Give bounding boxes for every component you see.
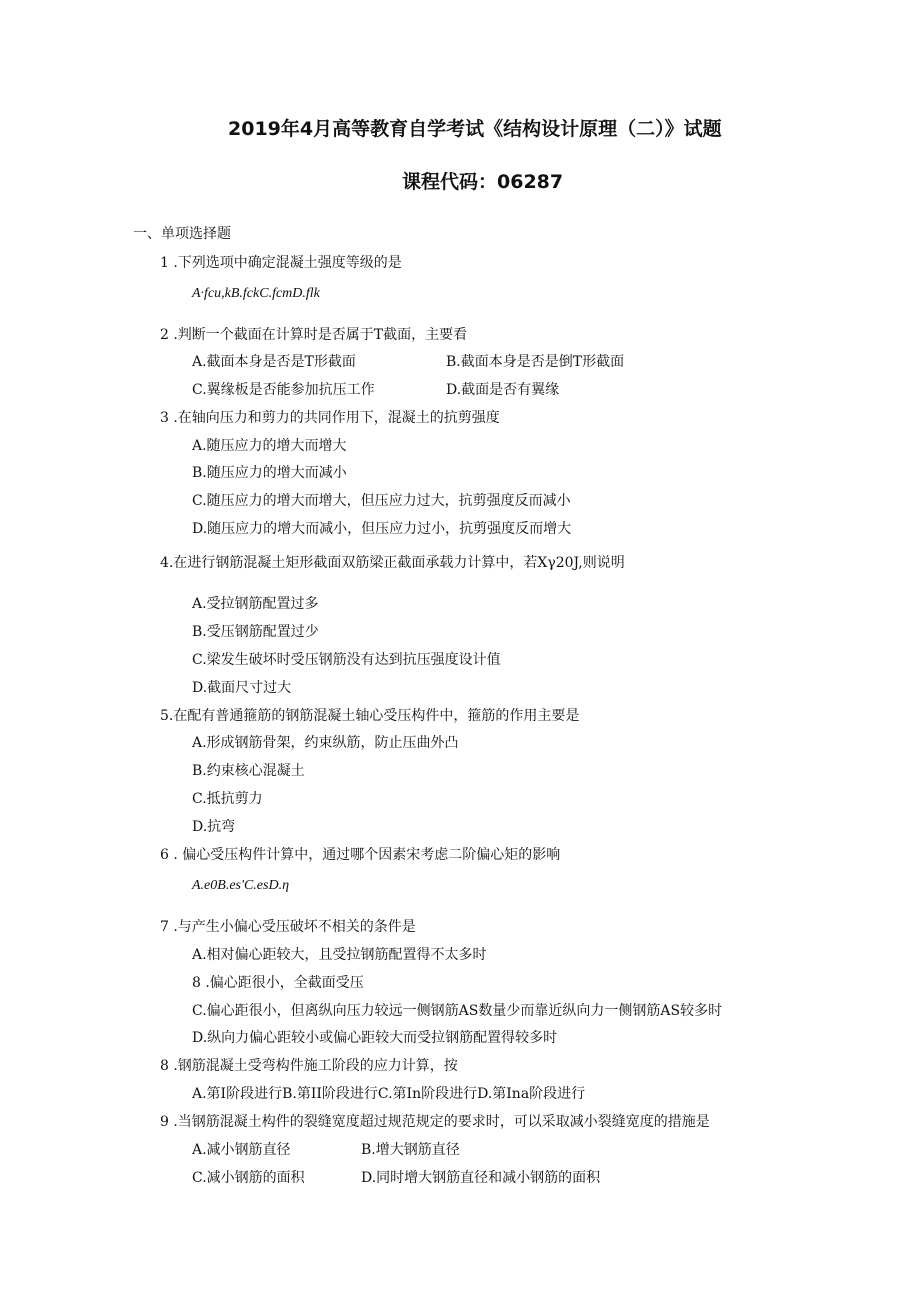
q7-option-a: A.相对偏心距较大，且受拉钢筋配置得不太多时 — [192, 947, 487, 963]
q4-option-c: C.梁发生破坏时受压钢筋没有达到抗压强度设计值 — [192, 652, 501, 668]
q3-option-c: C.随压应力的增大而增大，但压应力过大，抗剪强度反而减小 — [192, 493, 571, 509]
course-code: 课程代码：06287 — [402, 171, 564, 193]
q5-stem: 5.在配有普通箍筋的钢筋混凝土轴心受压构件中，箍筋的作用主要是 — [160, 708, 580, 724]
q4-option-d: D.截面尺寸过大 — [192, 680, 292, 696]
q2-option-c: C.翼缘板是否能参加抗压工作 — [192, 382, 375, 398]
q4-option-a: A.受拉钢筋配置过多 — [192, 596, 319, 612]
q9-option-d: D.同时增大钢筋直径和减小钢筋的面积 — [361, 1170, 601, 1186]
q8-options: A.第I阶段进行B.第II阶段进行C.第In阶段进行D.第Ina阶段进行 — [192, 1086, 586, 1102]
q5-option-d: D.抗弯 — [192, 819, 236, 835]
q7-option-d: D.纵向力偏心距较小或偏心距较大而受拉钢筋配置得较多时 — [192, 1030, 558, 1046]
q1-stem: 1 .下列选项中确定混凝土强度等级的是 — [160, 255, 402, 271]
q7-stem: 7 .与产生小偏心受压破坏不相关的条件是 — [160, 919, 416, 935]
q6-stem: 6 . 偏心受压构件计算中，通过哪个因素宋考虑二阶偏心矩的影响 — [160, 847, 561, 863]
q7-option-b: 8 .偏心距很小，全截面受压 — [192, 975, 364, 991]
section-heading: 一、单项选择题 — [133, 226, 231, 242]
q5-option-a: A.形成钢筋骨架，约束纵筋，防止压曲外凸 — [192, 735, 459, 751]
page-title: 2019年4月高等教育自学考试《结构设计原理（二）》试题 — [228, 118, 722, 140]
q7-option-c: C.偏心距很小，但离纵向压力较远一侧钢筋AS数量少而靠近纵向力一侧钢筋AS较多时 — [192, 1003, 723, 1019]
q2-stem: 2 .判断一个截面在计算时是否属于T截面，主要看 — [160, 327, 468, 343]
q5-option-c: C.抵抗剪力 — [192, 791, 263, 807]
q5-option-b: B.约束核心混凝土 — [192, 763, 305, 779]
q3-option-a: A.随压应力的增大而增大 — [192, 438, 347, 454]
q3-option-d: D.随压应力的增大而减小，但压应力过小，抗剪强度反而增大 — [192, 521, 572, 537]
q2-option-a: A.截面本身是否是T形截面 — [192, 354, 356, 370]
q9-option-b: B.增大钢筋直径 — [361, 1142, 460, 1158]
q4-stem: 4.在进行钢筋混凝土矩形截面双筋梁正截面承载力计算中，若Xγ20J,则说明 — [160, 555, 625, 571]
q1-options: A·fcu,kB.fckC.fcmD.flk — [192, 286, 320, 301]
q8-stem: 8 .钢筋混凝土受弯构件施工阶段的应力计算，按 — [160, 1058, 458, 1074]
q6-options: A.e0B.es'C.esD.η — [192, 878, 290, 893]
q9-option-c: C.减小钢筋的面积 — [192, 1170, 305, 1186]
q2-option-d: D.截面是否有翼缘 — [446, 382, 560, 398]
q2-option-b: B.截面本身是否是倒T形截面 — [446, 354, 625, 370]
q9-stem: 9 .当钢筋混凝土构件的裂缝宽度超过规范规定的要求时，可以采取减小裂缝宽度的措施是 — [160, 1114, 710, 1130]
q4-option-b: B.受压钢筋配置过少 — [192, 624, 319, 640]
q3-option-b: B.随压应力的增大而减小 — [192, 465, 347, 481]
q3-stem: 3 .在轴向压力和剪力的共同作用下，混凝土的抗剪强度 — [160, 410, 500, 426]
q9-option-a: A.减小钢筋直径 — [192, 1142, 291, 1158]
